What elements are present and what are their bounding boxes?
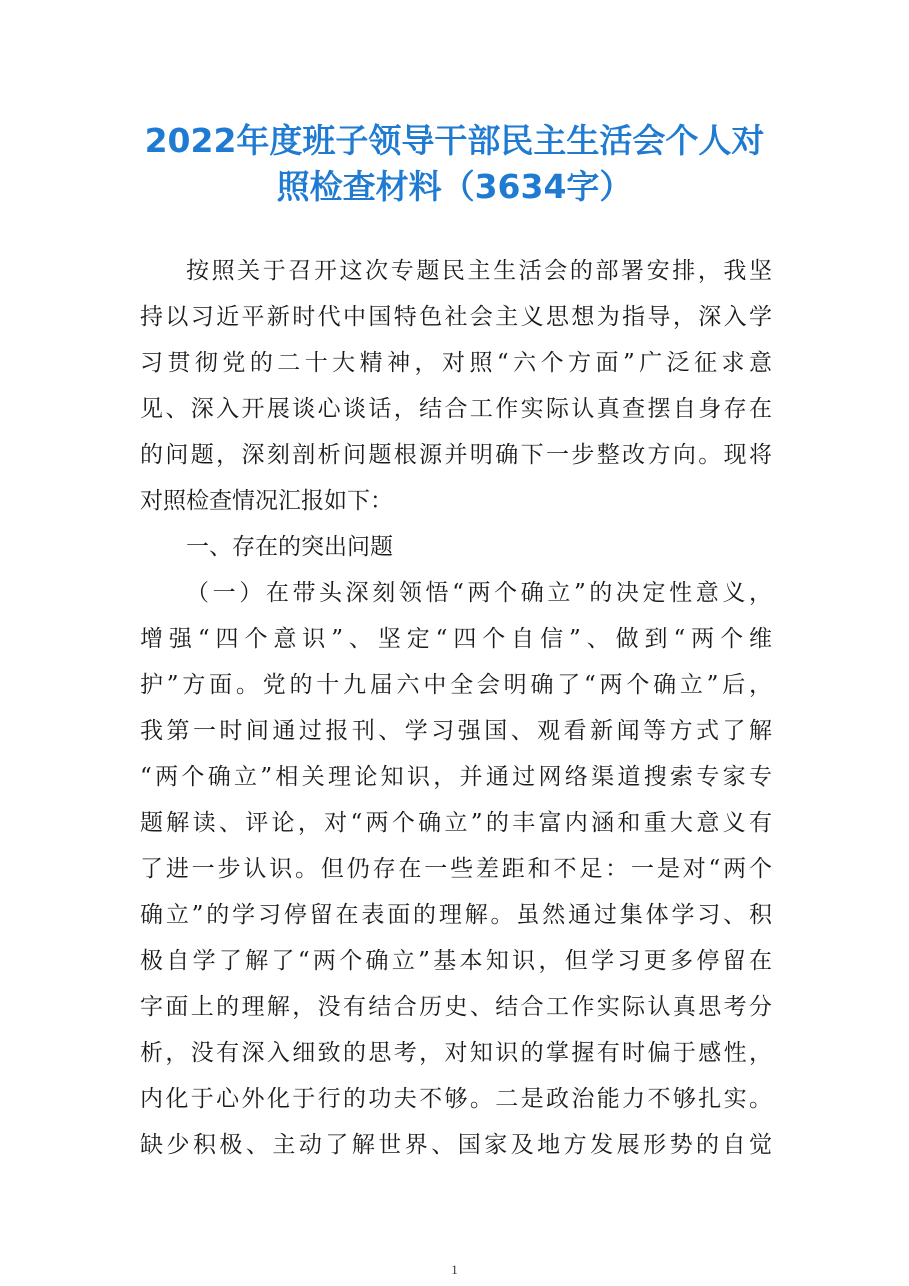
- document-body: [140, 248, 772, 1168]
- text-line: 的问题，深刻剖析问题根源并明确下一步整改方向。现将: [140, 442, 772, 468]
- text-line: 析，没有深入细致的思考，对知识的掌握有时偏于感性，: [140, 1040, 772, 1066]
- text-line: “两个确立”相关理论知识，并通过网络渠道搜索专家专: [140, 764, 772, 790]
- text-line: 增强“四个意识”、坚定“四个自信”、做到“两个维: [140, 626, 772, 652]
- page-number: 1: [451, 1262, 458, 1277]
- text-line: 见、深入开展谈心谈话，结合工作实际认真查摆自身存在: [140, 396, 772, 422]
- text-line: 极自学了解了“两个确立”基本知识，但学习更多停留在: [140, 948, 772, 974]
- text-line: 我第一时间通过报刊、学习强国、观看新闻等方式了解: [140, 718, 772, 744]
- text-line: 缺少积极、主动了解世界、国家及地方发展形势的自觉: [140, 1132, 772, 1158]
- text-line: 题解读、评论，对“两个确立”的丰富内涵和重大意义有: [140, 810, 772, 836]
- text-line: 对照检查情况汇报如下：: [140, 488, 393, 514]
- title-line-1: 2022年度班子领导干部民主生活会个人对: [144, 121, 765, 160]
- text-line: 习贯彻党的二十大精神，对照“六个方面”广泛征求意: [140, 350, 772, 376]
- text-line: 护”方面。党的十九届六中全会明确了“两个确立”后，: [140, 672, 772, 698]
- text-line: 内化于心外化于行的功夫不够。二是政治能力不够扎实。: [140, 1086, 772, 1112]
- document-title: [120, 118, 789, 210]
- text-line: 了进一步认识。但仍存在一些差距和不足：一是对“两个: [140, 856, 772, 882]
- section-heading: 一、存在的突出问题: [186, 534, 393, 560]
- text-line: 字面上的理解，没有结合历史、结合工作实际认真思考分: [140, 994, 772, 1020]
- text-line: （一）在带头深刻领悟“两个确立”的决定性意义，: [186, 580, 772, 606]
- text-line: 确立”的学习停留在表面的理解。虽然通过集体学习、积: [140, 902, 772, 928]
- text-line: 按照关于召开这次专题民主生活会的部署安排，我坚: [186, 258, 772, 284]
- text-line: 持以习近平新时代中国特色社会主义思想为指导，深入学: [140, 304, 772, 330]
- title-line-2: 照检查材料（3634字）: [276, 167, 633, 206]
